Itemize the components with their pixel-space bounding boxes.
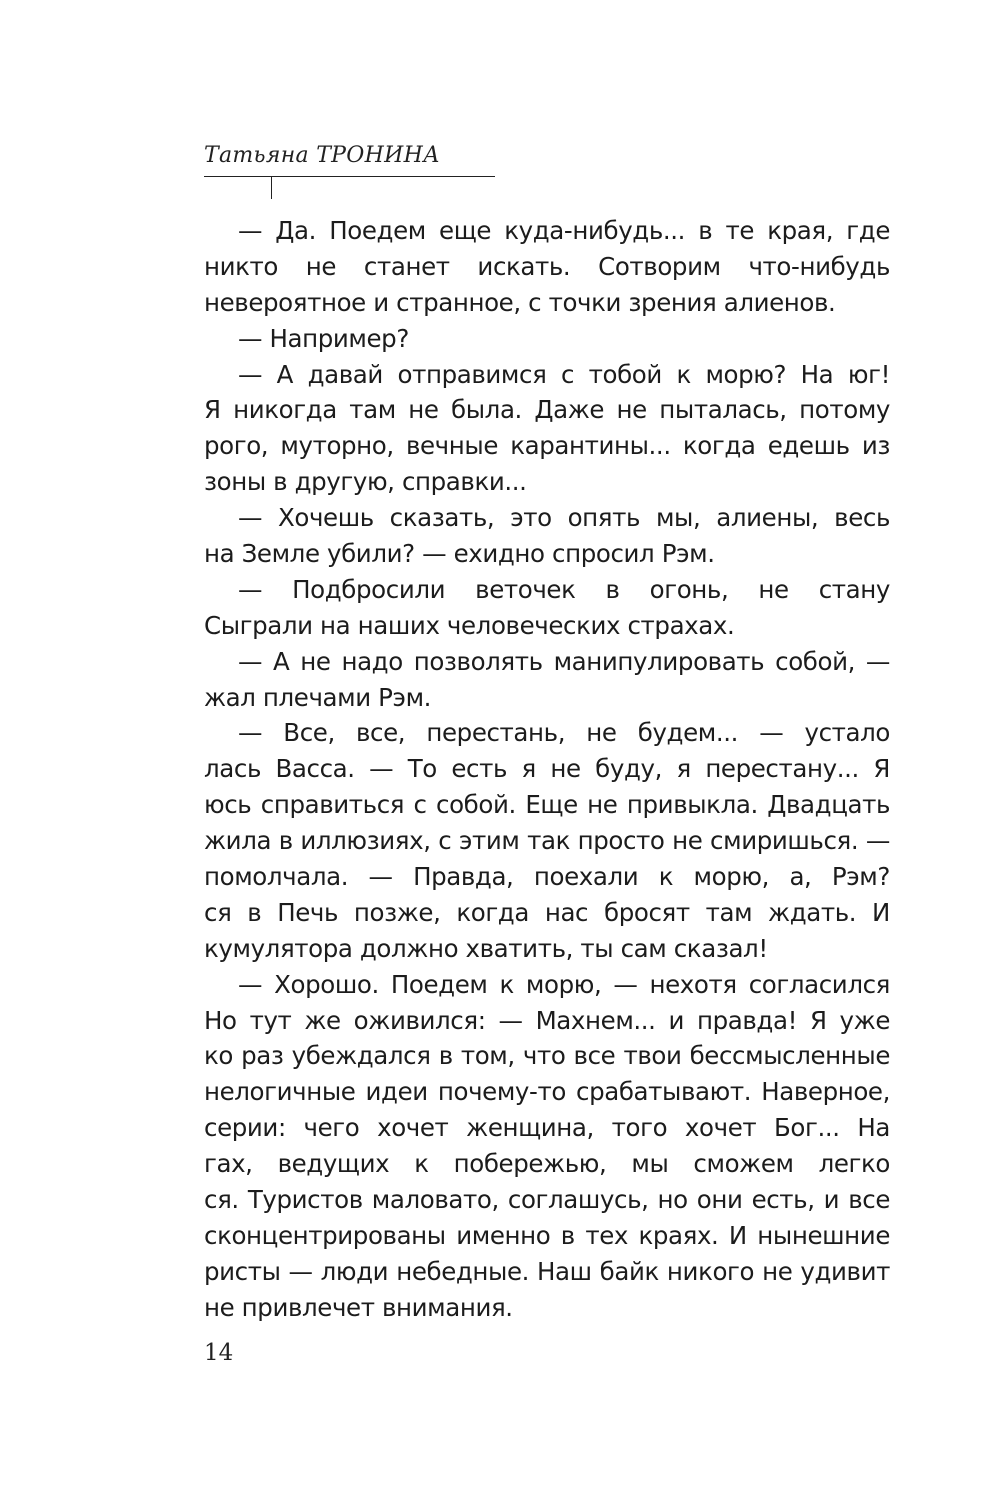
- text-line: не привлечет внимания.: [204, 1292, 513, 1322]
- text-line: — Да. Поедем еще куда-нибудь... в те края, где: [238, 216, 890, 245]
- text-line: жила в иллюзиях, с этим так просто не смиришься. —: [204, 826, 890, 856]
- header-tick-mark: [271, 176, 272, 199]
- header-rule: [204, 176, 495, 177]
- text-line: ся в Печь позже, когда нас бросят там ждать. И: [204, 897, 890, 927]
- text-line: лась Васса. — То есть я не буду, я перестану... Я: [204, 754, 890, 784]
- text-line: — Все, все, перестань, не будем... — устало: [238, 718, 890, 748]
- text-line: ристы — люди небедные. Наш байк никого не удивит: [204, 1256, 890, 1286]
- text-line: гах, ведущих к побережью, мы сможем легко: [204, 1149, 890, 1179]
- text-line: — Хочешь сказать, это опять мы, алиены, весь: [238, 503, 890, 533]
- body-text: [204, 213, 890, 1326]
- text-line: — Хорошо. Поедем к морю, — нехотя согласился: [238, 969, 890, 999]
- text-line: нелогичные идеи почему-то срабатывают. Наверное,: [204, 1077, 890, 1107]
- text-line: ко раз убеждался в том, что все твои бессмысленные: [204, 1041, 890, 1071]
- text-line: помолчала. — Правда, поехали к морю, а, Рэм?: [204, 862, 890, 892]
- text-line: Но тут же оживился: — Махнем... и правда! Я уже: [204, 1005, 890, 1035]
- page-number: 14: [204, 1340, 234, 1366]
- text-line: жал плечами Рэм.: [204, 682, 432, 712]
- text-line: ся. Туристов маловато, соглашусь, но они есть, и все: [204, 1185, 890, 1215]
- text-line: серии: чего хочет женщина, того хочет Бог... На: [204, 1113, 890, 1143]
- text-line: — А не надо позволять манипулировать собой, —: [238, 646, 890, 676]
- text-line: зоны в другую, справки...: [204, 467, 527, 497]
- text-line: — Подбросили веточек в огонь, не стану: [238, 574, 890, 604]
- text-line: юсь справиться с собой. Еще не привыкла. Двадцать: [204, 790, 890, 820]
- text-line: Я никогда там не была. Даже не пыталась, потому: [204, 395, 890, 425]
- text-line: невероятное и странное, с точки зрения алиенов.: [204, 287, 836, 317]
- running-header-author: Татьяна ТРОНИНА: [204, 143, 441, 168]
- text-line: рого, муторно, вечные карантины... когда едешь из: [204, 431, 890, 461]
- text-line: никто не станет искать. Сотворим что-нибудь: [204, 251, 890, 281]
- text-line: сконцентрированы именно в тех краях. И нынешние: [204, 1220, 890, 1250]
- text-line: на Земле убили? — ехидно спросил Рэм.: [204, 539, 715, 569]
- text-line: — А давай отправимся с тобой к морю? На юг!: [238, 359, 890, 389]
- text-line: Сыграли на наших человеческих страхах.: [204, 610, 735, 640]
- text-line: — Например?: [238, 323, 409, 353]
- text-line: кумулятора должно хватить, ты сам сказал!: [204, 933, 768, 963]
